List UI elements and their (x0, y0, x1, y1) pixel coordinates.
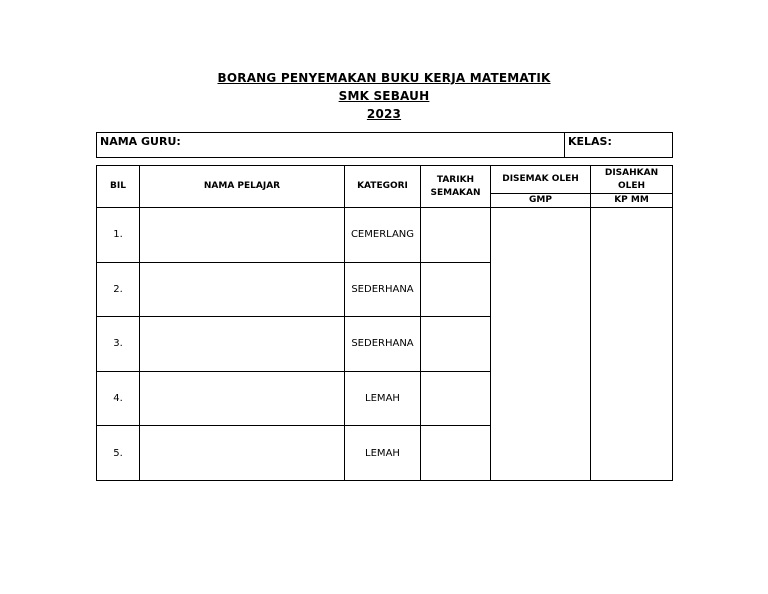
row-number: 1. (97, 208, 140, 263)
table-row (97, 208, 673, 263)
category-cell: CEMERLANG (345, 208, 421, 263)
checked-by-signature-cell[interactable] (491, 208, 591, 481)
teacher-name-field[interactable] (97, 133, 565, 158)
review-date-cell[interactable] (421, 371, 491, 426)
category-cell: SEDERHANA (345, 262, 421, 317)
teacher-name-label: NAMA GURU: (100, 135, 181, 148)
row-number: 5. (97, 426, 140, 481)
form-header (0, 69, 768, 123)
review-date-cell[interactable] (421, 317, 491, 372)
column-header-category: KATEGORI (345, 166, 421, 208)
class-label: KELAS: (568, 135, 612, 148)
student-name-cell[interactable] (140, 208, 345, 263)
category-cell: SEDERHANA (345, 317, 421, 372)
column-header-date: TARIKH SEMAKAN (421, 166, 491, 208)
category-cell: LEMAH (345, 371, 421, 426)
review-date-cell[interactable] (421, 208, 491, 263)
review-date-cell[interactable] (421, 426, 491, 481)
column-header-checked-by: DISEMAK OLEH (491, 166, 591, 194)
approved-by-signature-cell[interactable] (591, 208, 673, 481)
column-subheader-gmp: GMP (491, 194, 591, 208)
student-name-cell[interactable] (140, 426, 345, 481)
review-date-cell[interactable] (421, 262, 491, 317)
form-year: 2023 (366, 107, 402, 121)
review-table (96, 165, 673, 481)
column-header-name: NAMA PELAJAR (140, 166, 345, 208)
column-header-approved-by: DISAHKAN OLEH (591, 166, 673, 194)
form-title: BORANG PENYEMAKAN BUKU KERJA MATEMATIK (217, 71, 551, 85)
student-name-cell[interactable] (140, 371, 345, 426)
column-subheader-kpmm: KP MM (591, 194, 673, 208)
column-header-bil: BIL (97, 166, 140, 208)
student-name-cell[interactable] (140, 317, 345, 372)
row-number: 3. (97, 317, 140, 372)
info-table (96, 132, 673, 158)
category-cell: LEMAH (345, 426, 421, 481)
class-field[interactable] (565, 133, 673, 158)
row-number: 2. (97, 262, 140, 317)
row-number: 4. (97, 371, 140, 426)
school-name: SMK SEBAUH (338, 89, 430, 103)
student-name-cell[interactable] (140, 262, 345, 317)
